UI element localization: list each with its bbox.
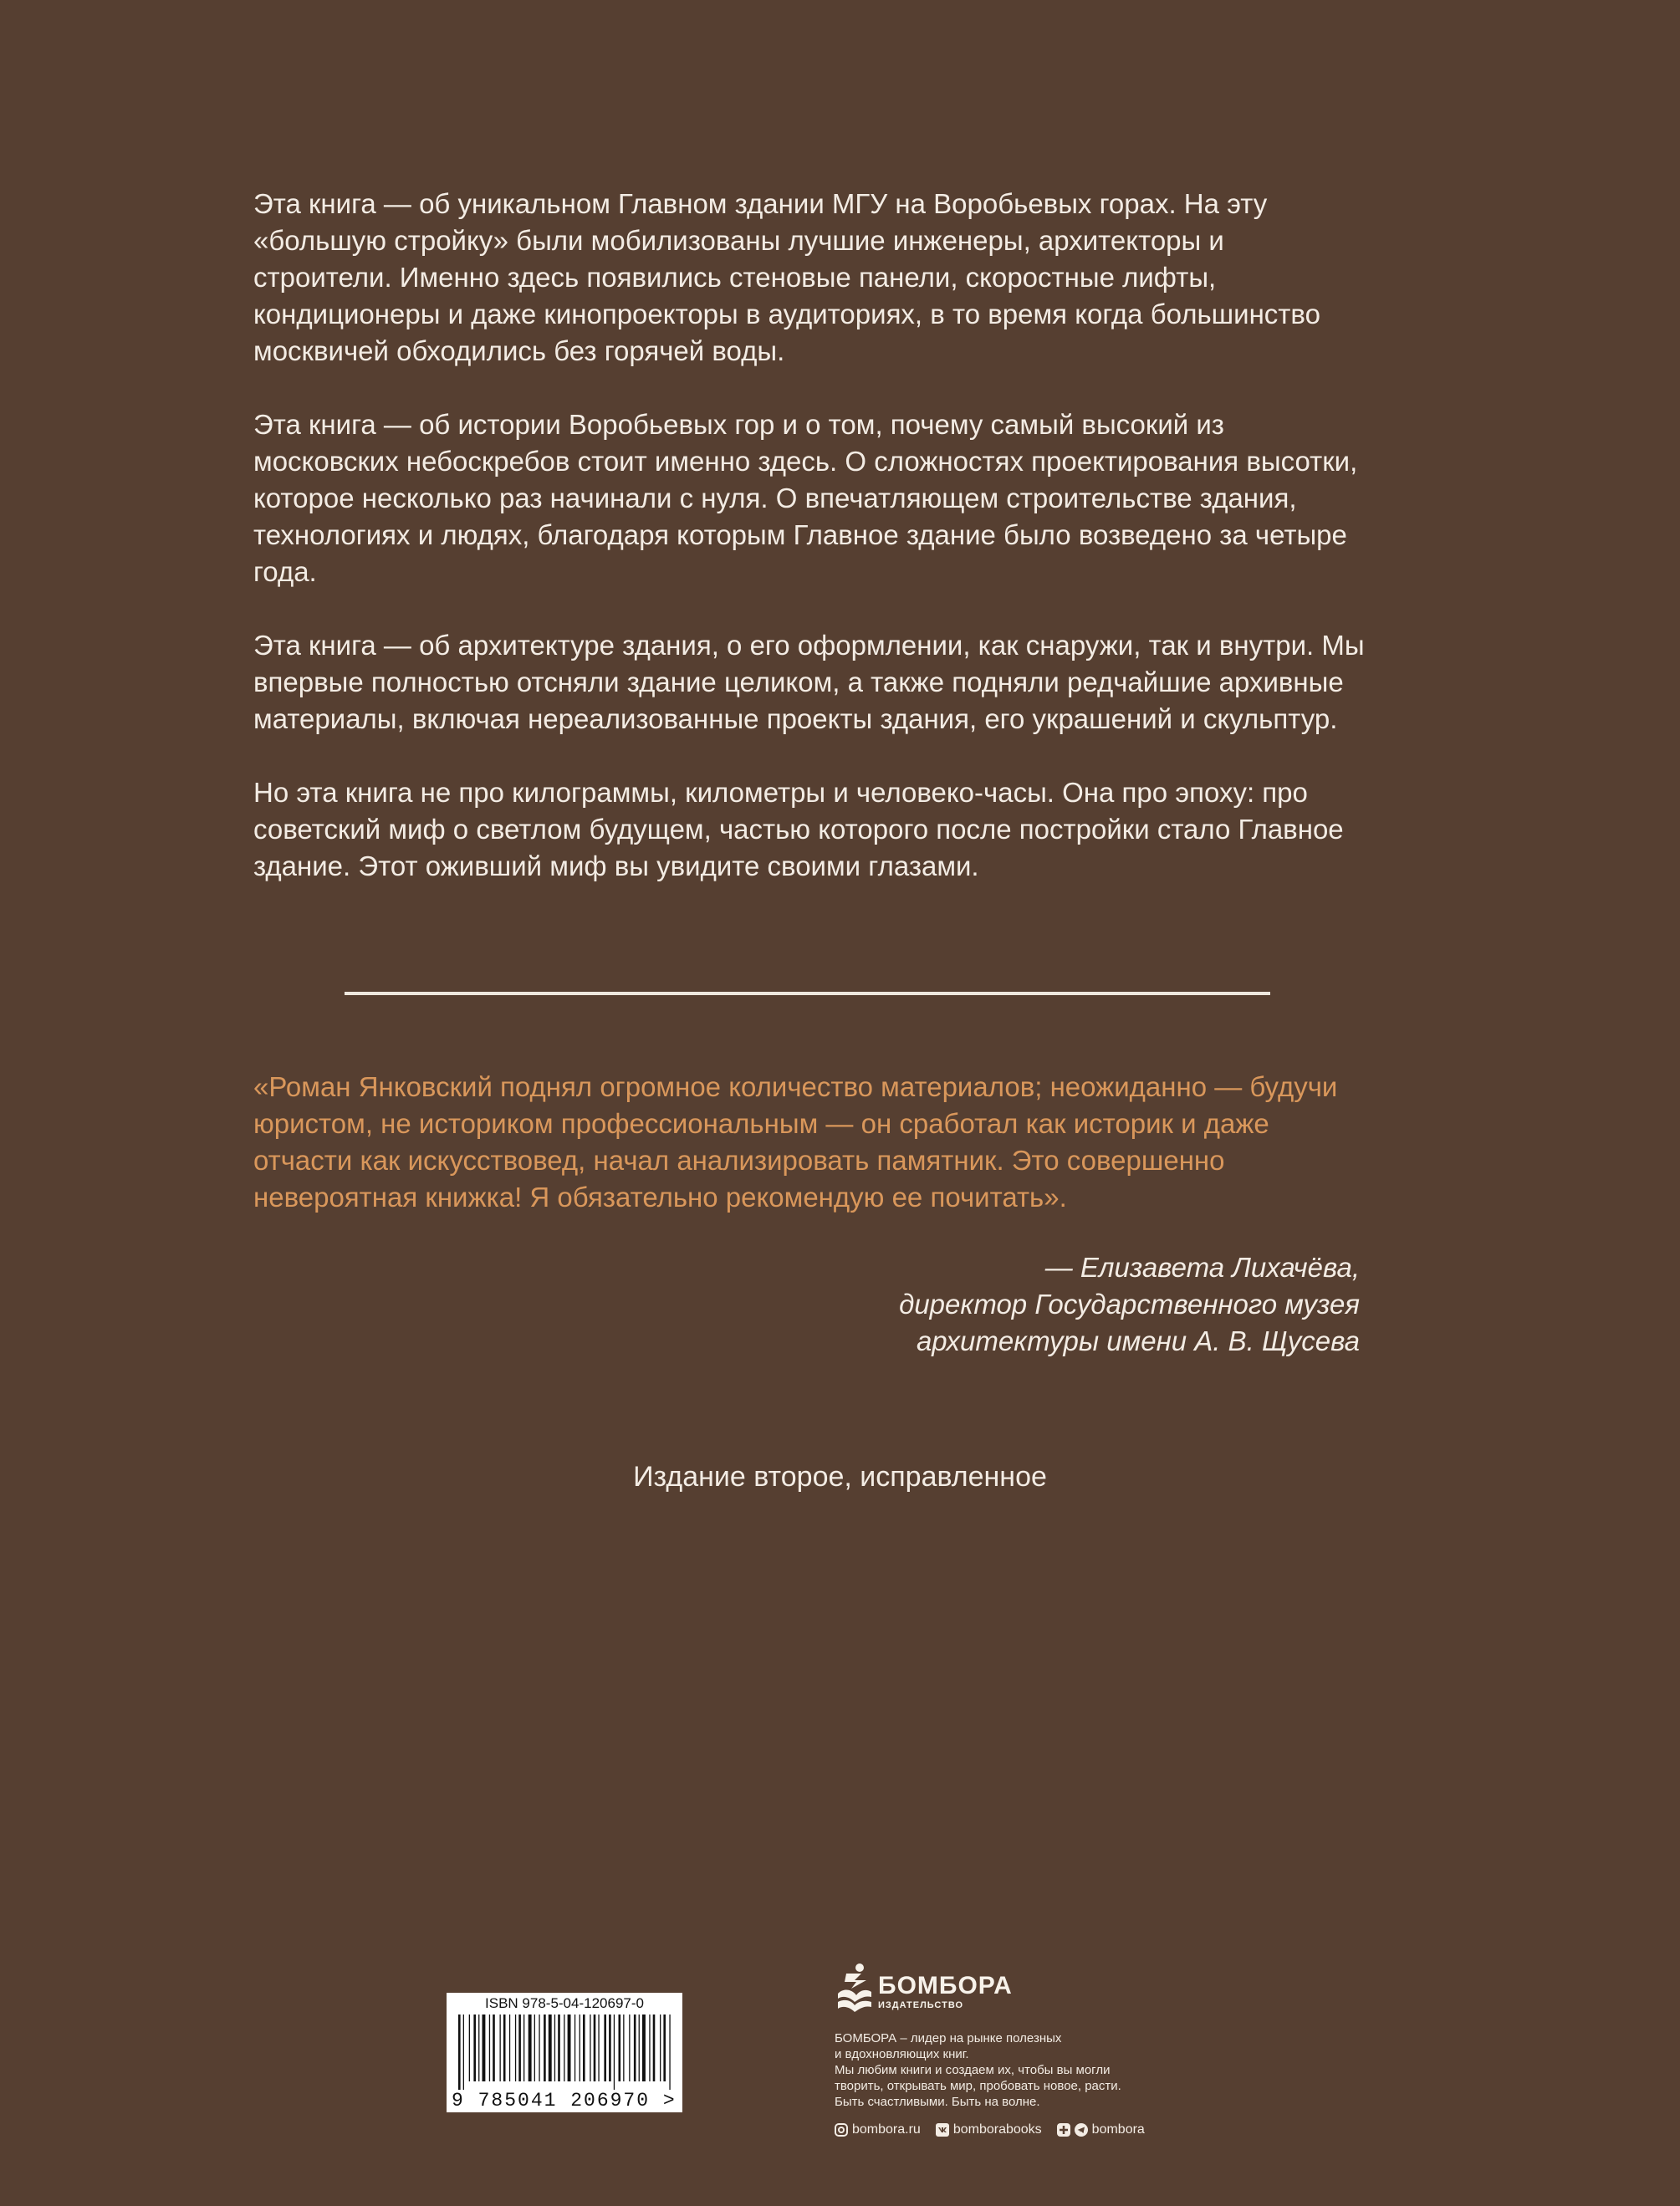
publisher-block <box>835 1962 1186 2138</box>
barcode-bar <box>669 2015 670 2090</box>
description-paragraph-4: Но эта книга не про килограммы, километры и человеко-часы. Она про эпоху: про советский миф о светлом будущем, частью которого после постройки стало Главное здание. Этот оживший миф вы увидите своими глазами. <box>253 777 1344 881</box>
barcode-bar <box>574 2015 575 2081</box>
instagram-icon <box>835 2123 848 2137</box>
barcode-bar <box>639 2015 640 2081</box>
barcode-bar <box>604 2015 606 2081</box>
barcode-bar <box>619 2015 621 2081</box>
barcode-bar <box>544 2015 546 2081</box>
bombora-wave-icon <box>835 1962 875 2014</box>
barcode-bar <box>663 2015 666 2081</box>
barcode-bar <box>594 2015 596 2081</box>
quote-author-role-line-1: директор Государственного музея <box>899 1289 1360 1320</box>
edition-note: Издание второе, исправленное <box>633 1461 1047 1493</box>
divider-line <box>345 992 1270 995</box>
isbn-label: ISBN 978-5-04-120697-0 <box>485 1995 644 2011</box>
vk-icon <box>936 2123 949 2137</box>
publisher-slogan-line: Мы любим книги и создаем их, чтобы вы могли <box>835 2063 1111 2077</box>
social-telegram-label: bombora <box>1091 2122 1145 2137</box>
barcode-bar <box>503 2015 506 2081</box>
publisher-slogan-line: Быть счастливыми. Быть на волне. <box>835 2095 1040 2109</box>
barcode-bar <box>469 2015 470 2081</box>
barcode-bar <box>598 2015 599 2081</box>
publisher-slogan <box>835 2030 1186 2110</box>
barcode-bar <box>660 2015 661 2081</box>
barcode-bar <box>523 2015 524 2081</box>
description-block <box>253 186 1366 922</box>
social-website[interactable] <box>835 2122 921 2138</box>
publisher-socials <box>835 2122 1186 2138</box>
barcode-bar <box>568 2015 571 2081</box>
barcode-bar <box>558 2015 560 2081</box>
description-paragraph-2: Эта книга — об истории Воробьевых гор и о том, почему самый высокий из московских небоскребов стоит именно здесь. О сложностях проектирования высотки, которое несколько раз начинали с нуля. О впечатляющем строительстве здания, технологиях и людях, благодаря которым Главное здание было возведено за четыре года. <box>253 409 1358 587</box>
quote-author-role-line-2: архитектуры имени А. В. Щусева <box>916 1325 1360 1356</box>
barcode-bar <box>463 2015 464 2090</box>
telegram-icon <box>1075 2123 1088 2137</box>
isbn-digits: 9 785041 206970 > <box>452 2090 677 2112</box>
description-paragraph-3: Эта книга — об архитектуре здания, о его оформлении, как снаружи, так и внутри. Мы впервые полностью отсняли здание целиком, а также подняли редчайшие архивные материалы, включая нереализованные проекты здания, его украшений и скульптур. <box>253 630 1365 734</box>
barcode-bar <box>623 2015 624 2081</box>
barcode-bar <box>642 2015 646 2081</box>
barcode-bar <box>489 2015 490 2081</box>
barcode-bar <box>458 2015 461 2090</box>
publisher-name: БОМБОРА <box>878 1972 1013 1999</box>
publisher-subtitle: ИЗДАТЕЛЬСТВО <box>878 2000 964 2010</box>
barcode-bar <box>634 2015 636 2081</box>
isbn-barcode <box>447 1993 682 2112</box>
publisher-slogan-line: и вдохновляющих книг. <box>835 2047 969 2061</box>
social-vk[interactable] <box>936 2122 1042 2138</box>
barcode-bar <box>653 2015 656 2081</box>
social-website-label: bombora.ru <box>852 2122 921 2137</box>
plus-icon <box>1057 2123 1070 2137</box>
barcode-bar <box>534 2015 535 2081</box>
barcode-bar <box>483 2015 486 2081</box>
barcode-bar <box>583 2015 585 2081</box>
barcode-bar <box>609 2015 611 2081</box>
publisher-logo <box>835 1962 1186 2020</box>
barcode-bar <box>614 2015 615 2090</box>
barcode-bar <box>509 2015 510 2081</box>
barcode-bar <box>500 2015 501 2081</box>
publisher-slogan-line: БОМБОРА – лидер на рынке полезных <box>835 2031 1062 2045</box>
barcode-bar <box>649 2015 650 2081</box>
social-vk-label: bomborabooks <box>952 2122 1042 2137</box>
barcode-bar <box>554 2015 555 2081</box>
social-telegram[interactable] <box>1057 2122 1145 2138</box>
barcode-bars <box>458 2015 671 2090</box>
quote-author: — Елизавета Лихачёва, <box>1044 1252 1360 1283</box>
barcode-bar <box>629 2015 630 2081</box>
review-quote: «Роман Янковский поднял огромное количество материалов; неожиданно — будучи юристом, не историком профессиональным — он сработал как историк и даже отчасти как искусствовед, начал анализировать памятник. Это совершенно невероятная книжка! Я обязательно рекомендую ее почитать». <box>253 1071 1338 1213</box>
barcode-bar <box>529 2015 532 2081</box>
description-paragraph-1: Эта книга — об уникальном Главном здании МГУ на Воробьевых горах. На эту «большую стройку» были мобилизованы лучшие инженеры, архитекторы и строители. Именно здесь появились стеновые панели, скоростные лифты, кондиционеры и даже кинопроекторы в аудиториях, в то время когда большинство москвичей обходились без горячей воды. <box>253 188 1320 366</box>
barcode-bar <box>518 2015 521 2081</box>
barcode-bar <box>549 2015 552 2081</box>
publisher-slogan-line: творить, открывать мир, пробовать новое, расти. <box>835 2079 1121 2093</box>
barcode-bar <box>473 2015 476 2081</box>
barcode-bar <box>493 2015 495 2081</box>
barcode-bar <box>515 2015 516 2081</box>
quote-attribution <box>607 1249 1360 1360</box>
barcode-bar <box>478 2015 479 2081</box>
